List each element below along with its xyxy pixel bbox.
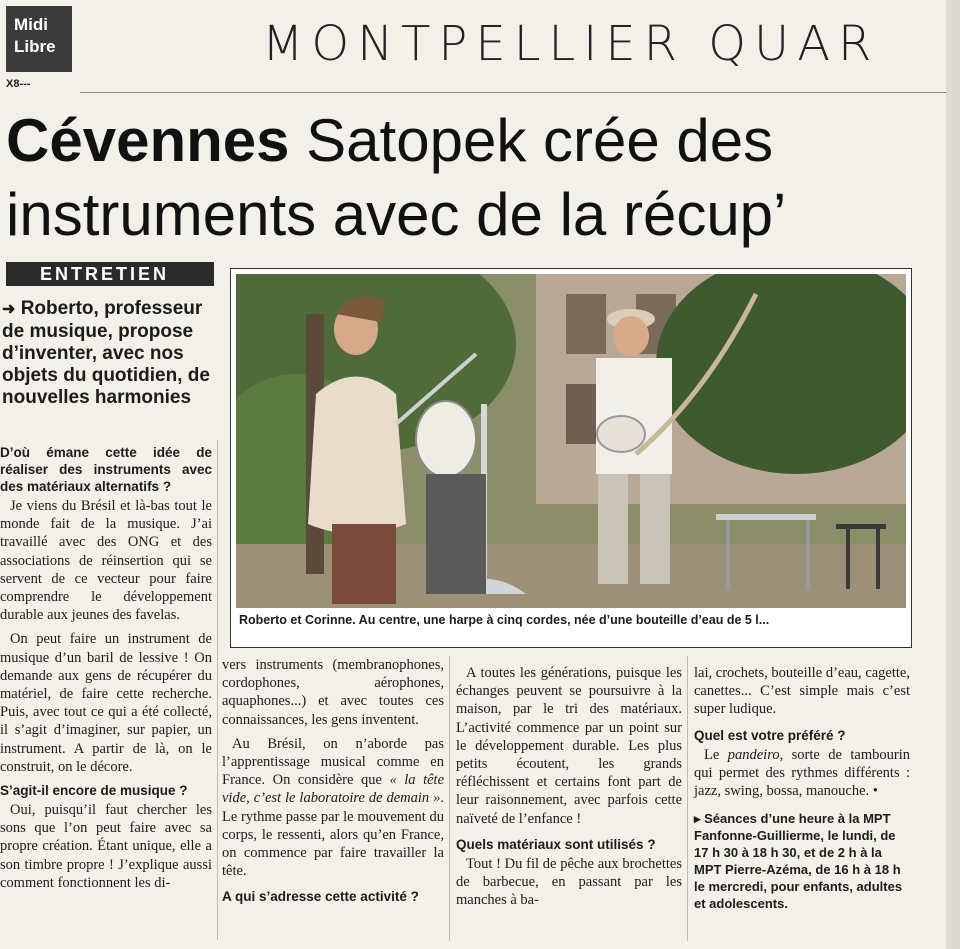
question-4: Quels matériaux sont utilisés ? [456,836,656,852]
question-2: S’agit-il encore de musique ? [0,783,188,799]
answer-2c-quote: « la tête vide, c’est le laboratoire de demain » [222,772,445,807]
answer-2-continued: vers instruments (membranophones, cordophones, aérophones, aquaphones...) et avec toutes ces connaissances, les gens inventent. [222,657,444,728]
question-1: D’où émane cette idée de réaliser des instruments avec des matériaux alternatifs ? [0,445,212,494]
column-divider [217,440,218,940]
answer-4-continued: lai, crochets, bouteille d’eau, cagette, canettes... C’est simple mais c’est super ludique. [694,665,910,718]
article-column-2 [222,656,444,907]
arrow-icon: ➜ [2,301,16,318]
page-reference: X8--- [6,78,31,90]
column-divider [449,656,450,941]
section-tag: ENTRETIEN [6,262,214,286]
logo-line-1: Midi [14,15,48,34]
page-edge [946,0,960,949]
lead-text: Roberto, professeur de musique, propose d’inventer, avec nos objets du quotidien, de nouvelles harmonies [2,298,210,408]
answer-5-post: , sorte de tambourin qui permet des rythmes différents : jazz, swing, bossa, manouche. • [694,746,910,800]
answer-5 [694,746,910,801]
answer-4: Tout ! Du fil de pêche aux brochettes de barbecue, en passant par les manches à ba- [456,855,682,909]
article-photo [236,274,906,608]
logo-line-2: Libre [14,37,56,56]
answer-5-pre: Le [704,746,720,763]
article-headline [6,104,936,252]
article-column-1 [0,444,212,898]
photo-frame [230,268,912,648]
practical-info: ▸ Séances d’une heure à la MPT Fanfonne-Guillierme, le lundi, de 17 h 30 à 18 h 30, et de 2 h à la MPT Pierre-Azéma, de 16 h à 18 h le mercredi, pour enfants, adultes et adolescents. [694,811,903,912]
question-5: Quel est votre préféré ? [694,727,846,743]
article-column-4 [694,664,910,925]
article-lead [2,298,216,409]
question-3: A qui s’adresse cette activité ? [222,889,419,905]
answer-1b: On peut faire un instrument de musique d’un baril de lessive ! On demande aux gens de récupérer du matériel, de faire cette recherche. Puis, avec tout ce qui a été collecté, il s’agit d’imaginer, sur papier, un instrument. A partir de là, on le construit, on le décore. [0,631,212,775]
answer-3: A toutes les générations, puisque les échanges peuvent se poursuivre à la maison, par le tri des matériaux. L’activité commence par un point sur le développement durable. Les plus petits écoutent, les grands réfléchissent et certains font part de leur raisonnement, avec parfois cette naïveté de l’enfance ! [456,665,682,827]
midi-libre-logo [6,6,72,72]
answer-5-em: pandeiro [727,746,780,763]
answer-2c-pre: Au Brésil, on n’aborde pas l’apprentissage musical comme en France. On considère que [222,735,444,789]
headline-text: Satopek crée des instruments avec de la récup’ [6,107,787,248]
answer-2: Oui, puisqu’il faut chercher les sons que l’on peut faire avec sa propre création. Étant unique, elle a son timbre propre ! J’explique aussi comment fonctionnent les di- [0,802,212,891]
photo-caption: Roberto et Corinne. Au centre, une harpe à cinq cordes, née d’une bouteille d’eau de 5 l... [239,613,770,627]
answer-1: Je viens du Brésil et là-bas tout le monde fait de la musique. J’ai travaillé avec des ONG et des associations de réinsertion qui se servent de ce vecteur pour faire comprendre le développement durable aux jeunes des favelas. [0,498,212,624]
section-title: MONTPELLIER QUAR [262,16,880,72]
photo-illustration [236,274,906,608]
header-rule [80,92,946,93]
headline-kicker: Cévennes [6,107,290,174]
article-column-3 [456,664,682,915]
answer-2c [222,735,444,881]
column-divider [687,656,688,941]
answer-2c-post: . Le rythme passe par le mouvement du corps, le ressenti, alors qu’en France, on commence par faire travailler la tête. [222,790,444,880]
